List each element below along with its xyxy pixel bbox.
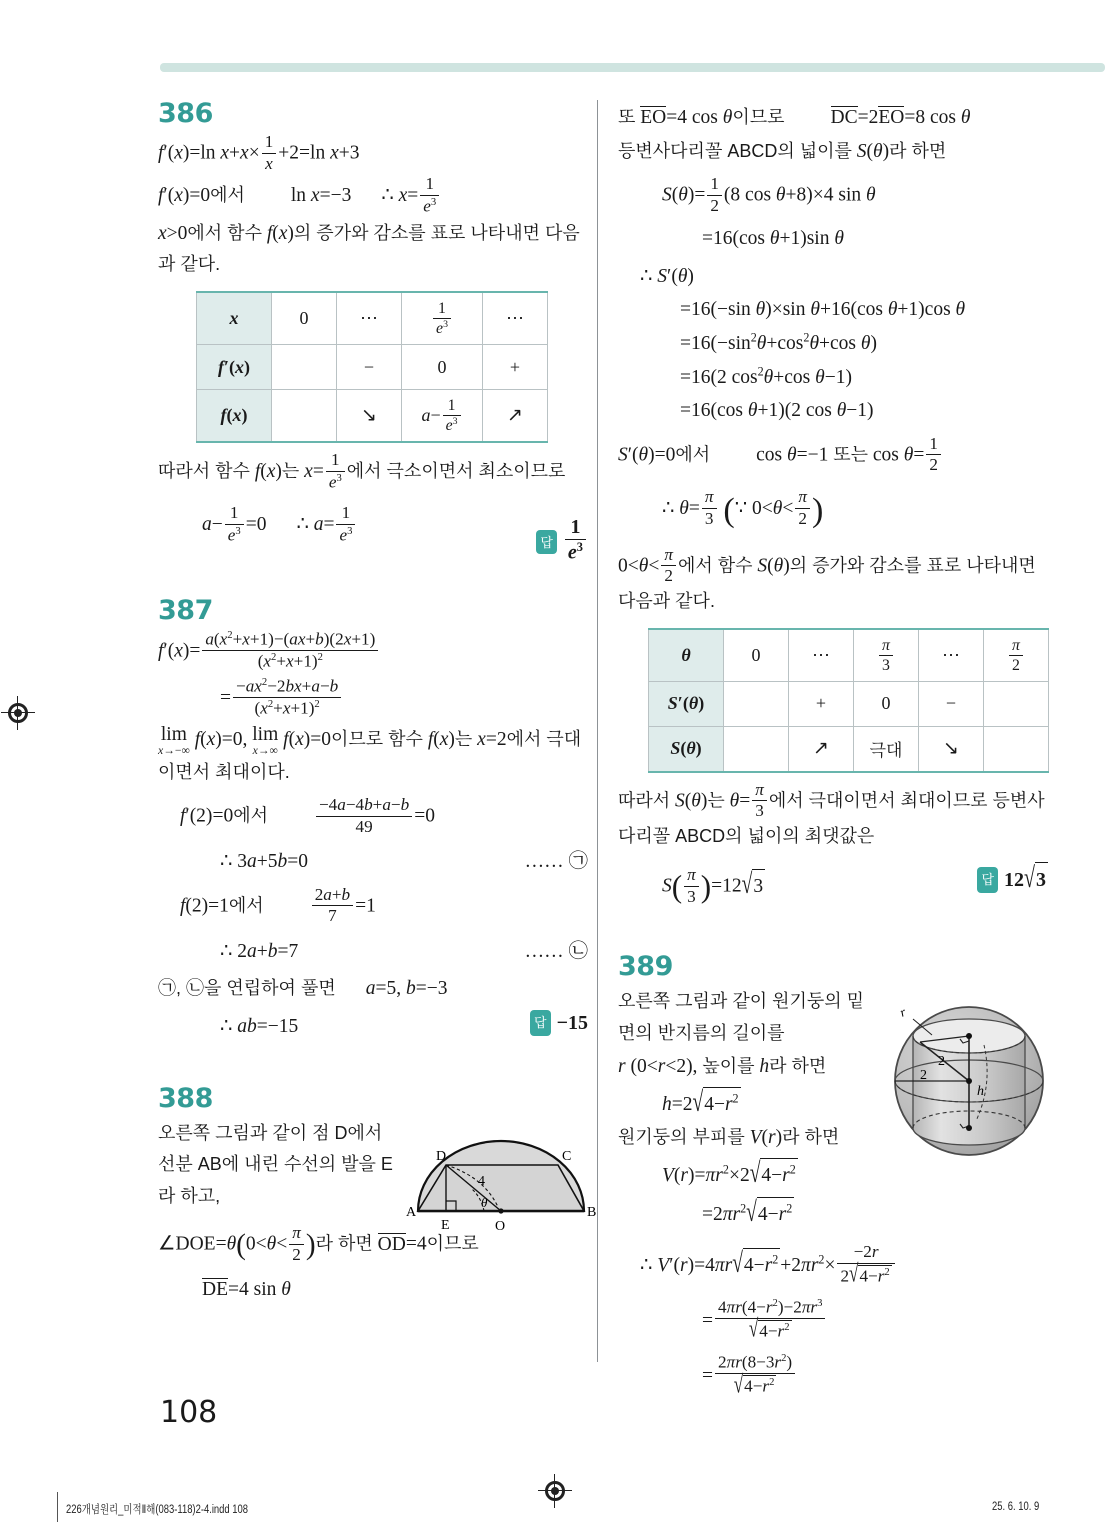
answer-badge: 답 <box>536 530 557 554</box>
cell <box>724 726 789 772</box>
problem-387 <box>158 594 588 1043</box>
p387-line-3: lim x→−∞ f(x)=0, lim x→∞ f(x)=0이므로 함수 f(x)는 x=2에서 극대이면서 최대이다. <box>158 724 582 782</box>
row-header: S(θ) <box>649 726 724 772</box>
p389-line-8: = $\frac{4\pi r(4-r^2)-2\pi r^3}{√4-r^2}$ <box>702 1298 1048 1341</box>
cell <box>724 681 789 726</box>
increasing-arrow-icon: ↗ <box>507 405 523 427</box>
p389-line-1: 오른쪽 그림과 같이 원기둥의 밑면의 반지름의 길이를 <box>618 990 865 1043</box>
p386-line-3: x>0에서 함수 f(x)의 증가와 감소를 표로 나타내면 다음과 같다. <box>158 222 580 275</box>
problem-389 <box>618 950 1048 1399</box>
decreasing-arrow-icon: ↘ <box>943 738 959 760</box>
p388-r-line-14: S( $\frac{\pi}{3}$ )=12√3 답 12√3 <box>662 862 1046 906</box>
cell: a− $\frac{1}{e^3}$ <box>402 390 483 443</box>
svg-text:r: r <box>897 1003 908 1020</box>
cell: 0 <box>724 629 789 682</box>
p386-answer-row <box>158 515 588 564</box>
registration-mark-left <box>5 700 31 726</box>
table-row <box>649 681 1049 726</box>
cell: + <box>789 681 854 726</box>
svg-text:O: O <box>495 1218 506 1233</box>
p386-variation-table <box>196 291 548 444</box>
page-number: 108 <box>160 1395 218 1430</box>
p387-line-7: ∴ 2a+b=7 …… ㉡ <box>220 936 588 968</box>
p388-r-line-4: =16(cos θ+1)sin θ <box>702 228 844 250</box>
cell <box>272 345 337 390</box>
p388-variation-table <box>648 628 1049 773</box>
answer-387: 답 −15 <box>530 1007 588 1039</box>
row-header: θ <box>649 629 724 682</box>
answer-388: 답 12√3 <box>977 862 1048 896</box>
p388-r-line-3: S(θ)= $\frac{1}{2}$ (8 cos θ+8)×4 sin θ <box>662 174 876 215</box>
table-row <box>197 390 548 443</box>
cell: $\frac{1}{e^3}$ <box>402 292 483 345</box>
cell: 0 <box>272 292 337 345</box>
cell: ⋯ <box>483 292 548 345</box>
p389-line-7: ∴ $V'(r)=4\pi r√4-r^2 +2\pi r^2\times$ $\frac{-2r}{2√4-r^2}$ <box>640 1243 1048 1286</box>
footer-filename: 226개념원리_미적Ⅱ해(083-118)2-4.indd 108 <box>66 1504 249 1516</box>
cell: $\frac{\pi}{3}$ <box>854 629 919 682</box>
p388-r-line-12: 0<θ< $\frac{\pi}{2}$ 에서 함수 S(θ)의 증가와 감소를 표로 나타내면 다음과 같다. <box>618 544 1036 611</box>
p388-r-line-9: =16(cos θ+1)(2 cos θ−1) <box>680 400 874 422</box>
cell <box>919 726 984 772</box>
cell: 0 <box>402 345 483 390</box>
p388-r-line-7: $=16(-\sin^2\theta+\cos^2\theta+\cos$ θ) <box>680 330 877 354</box>
footer-date: 25. 6. 10. 9 <box>992 1501 1040 1513</box>
svg-text:h: h <box>977 1083 984 1099</box>
cell: − <box>919 681 984 726</box>
cell <box>984 726 1049 772</box>
cell: ⋯ <box>789 629 854 682</box>
p389-line-5: $V(r)=\pi r^2\times 2√4-r^2$ <box>662 1158 1048 1192</box>
row-header: x <box>197 292 272 345</box>
p386-line-2: f′(x)=0에서 ln x=−3 ∴ x= $\frac{1}{e^3}$ <box>158 175 588 216</box>
answer-badge: 답 <box>977 867 998 893</box>
p389-line-3: $h=2√4-r^2$ <box>662 1087 1048 1121</box>
table-row <box>649 629 1049 682</box>
p389-line-6: $=2\pi r^2√4-r^2$ <box>702 1197 1048 1231</box>
answer-badge: 답 <box>530 1010 551 1036</box>
p386-line-1: f′(x)=ln x+x× $\frac{1}{x}$ +2=ln x+3 <box>158 132 360 173</box>
p387-line-9: ∴ ab=−15 답 −15 <box>220 1011 588 1043</box>
row-header: f(x) <box>197 390 272 443</box>
p388-r-line-1: 또 EO=4 cos θ이므로 DC=2EO=8 cos θ <box>618 107 971 128</box>
p388-line-2: ∠DOE=θ(0<θ< $\frac{\pi}{2}$ )라 하면 OD=4이므로 <box>158 1223 479 1264</box>
svg-text:C: C <box>562 1148 572 1164</box>
answer-386: 답 $\frac{1}{e^3}$ <box>536 517 588 565</box>
p387-line-4: f′(2)=0에서 $\frac{-4a-4b+a-b}{49}$ =0 <box>180 795 435 836</box>
left-column <box>158 98 597 1307</box>
cell: − <box>337 345 402 390</box>
p389-line-4: 원기둥의 부피를 V(r)라 하면 <box>618 1127 840 1149</box>
p388-r-line-13: 따라서 S(θ)는 θ= $\frac{\pi}{3}$ 에서 극대이면서 최대이므로 등변사다리꼴 ABCD의 넓이의 최댓값은 <box>618 779 1045 846</box>
p388-line-1: 오른쪽 그림과 같이 점 D에서 선분 AB에 내린 수선의 발을 E라 하고, <box>158 1122 393 1206</box>
cell: + <box>483 345 548 390</box>
p388-line-3: DE=4 sin θ <box>202 1278 291 1300</box>
cell: ⋯ <box>919 629 984 682</box>
p388-r-line-6: =16(−sin θ)×sin θ+16(cos θ+1)cos θ <box>680 299 966 321</box>
footer-divider <box>57 1492 58 1522</box>
problem-number-387: 387 <box>158 594 213 626</box>
decreasing-arrow-icon: ↘ <box>361 405 377 427</box>
svg-text:D: D <box>436 1148 447 1164</box>
cell: $\frac{\pi}{2}$ <box>984 629 1049 682</box>
p387-ref-1: …… ㉠ <box>524 851 588 873</box>
svg-text:E: E <box>441 1217 450 1233</box>
table-row <box>649 726 1049 772</box>
cell <box>483 390 548 443</box>
problem-number-388: 388 <box>158 1082 213 1114</box>
problem-386 <box>158 98 588 564</box>
svg-text:2: 2 <box>920 1067 927 1083</box>
p389-line-2: r (0<r<2), 높이를 h라 하면 <box>618 1056 827 1078</box>
p387-line-2: = $\frac{-ax^2-2bx+a-b}{(x^2+x+1)^2}$ <box>220 677 588 718</box>
p388-r-line-10: S′(θ)=0에서 cos θ=−1 또는 cos θ= $\frac{1}{2}$ <box>618 435 1048 475</box>
problem-388 <box>158 1082 597 1306</box>
table-row <box>197 345 548 390</box>
svg-text:A: A <box>406 1204 417 1220</box>
p386-line-4: 따라서 함수 f(x)는 x= $\frac{1}{e^3}$ 에서 극소이면서 최소이므로 <box>158 450 566 492</box>
p387-line-8: ㉠, ㉡을 연립하여 풀면 a=5, b=−3 <box>158 978 448 1000</box>
p387-line-6: f(2)=1에서 $\frac{2a+b}{7}$ =1 <box>180 884 376 926</box>
right-column <box>618 100 1048 1398</box>
increasing-arrow-icon: ↗ <box>813 738 829 760</box>
table-row <box>197 292 548 345</box>
svg-text:B: B <box>587 1204 597 1220</box>
svg-text:2: 2 <box>938 1053 945 1069</box>
cell <box>272 390 337 443</box>
p387-line-5: ∴ 3a+5b=0 …… ㉠ <box>220 846 588 878</box>
cell: 극대 <box>854 726 919 772</box>
header-accent-bar <box>160 63 1105 72</box>
p386-line-5: a− $\frac{1}{e^3}$ =0 ∴ a= $\frac{1}{e^3}$ <box>202 504 588 545</box>
p387-ref-2: …… ㉡ <box>524 940 588 962</box>
problem-388-continued <box>618 102 1048 913</box>
semicircle-trapezoid-diagram <box>406 1133 601 1233</box>
sphere-cylinder-diagram <box>880 989 1058 1169</box>
cell: ⋯ <box>337 292 402 345</box>
p388-r-line-5: ∴ S′(θ) <box>640 265 694 287</box>
svg-text:4: 4 <box>478 1173 485 1189</box>
problem-number-386: 386 <box>158 98 213 129</box>
row-header: f′(x) <box>197 345 272 390</box>
cell: 0 <box>854 681 919 726</box>
registration-mark-bottom <box>542 1478 568 1504</box>
cell <box>337 390 402 443</box>
svg-text:θ: θ <box>481 1194 488 1210</box>
p388-r-line-2: 등변사다리꼴 ABCD의 넓이를 S(θ)라 하면 <box>618 140 947 162</box>
problem-number-389: 389 <box>618 950 673 982</box>
p388-r-line-8: =16(2 $\cos^2\theta+\cos$ θ−1) <box>680 364 852 388</box>
row-header: S′(θ) <box>649 681 724 726</box>
cell <box>789 726 854 772</box>
p388-r-line-11: ∴ θ= $\frac{\pi}{3}$ (∵ 0<θ< $\frac{\pi}{2}$ ) <box>662 487 824 529</box>
cell <box>984 681 1049 726</box>
p387-line-1: f′(x)= $\frac{a(x^2+x+1)-(ax+b)(2x+1)}{(x^2+x+1)^2}$ <box>158 630 588 671</box>
p389-line-9: = $\frac{2\pi r(8-3r^2)}{√4-r^2}$ <box>702 1353 1048 1396</box>
